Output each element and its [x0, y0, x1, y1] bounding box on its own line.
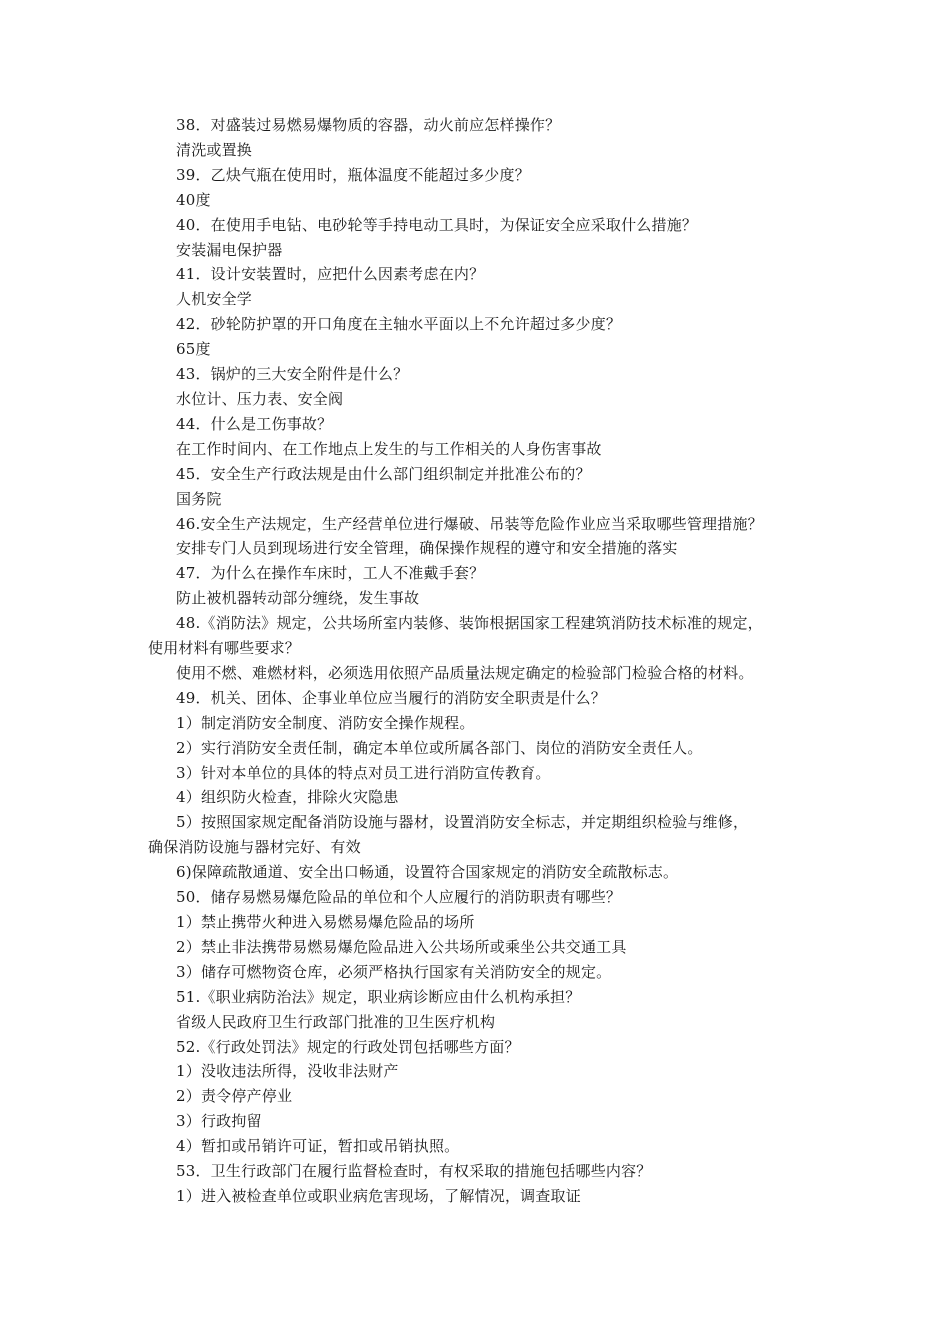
text-line: 1）禁止携带火种进入易燃易爆危险品的场所: [176, 913, 475, 931]
text-line: 省级人民政府卫生行政部门批准的卫生医疗机构: [176, 1012, 496, 1031]
text-line: 6)保障疏散通道、安全出口畅通，设置符合国家规定的消防安全疏散标志。: [176, 863, 679, 882]
text-line: 50．储存易燃易爆危险品的单位和个人应履行的消防职责有哪些？: [176, 888, 622, 907]
text-line: 39．乙炔气瓶在使用时，瓶体温度不能超过多少度？: [176, 165, 530, 184]
text-line: 清洗或置换: [176, 140, 253, 159]
text-line: 1）没收违法所得，没收非法财产: [176, 1062, 399, 1081]
text-line: 2）禁止非法携带易燃易爆危险品进入公共场所或乘坐公共交通工具: [176, 937, 627, 956]
text-line: 在工作时间内、在工作地点上发生的与工作相关的人身伤害事故: [176, 439, 602, 458]
text-line: 防止被机器转动部分缠绕，发生事故: [176, 589, 420, 608]
text-line: 确保消防设施与器材完好、有效: [148, 838, 361, 857]
text-line: 5）按照国家规定配备消防设施与器材，设置消防安全标志，并定期组织检验与维修，: [176, 813, 749, 832]
text-line: 2）实行消防安全责任制，确定本单位或所属各部门、岗位的消防安全责任人。: [176, 738, 703, 757]
text-line: 水位计、压力表、安全阀: [176, 389, 344, 408]
text-line: 4）组织防火检查，排除火灾隐患: [176, 788, 399, 807]
text-line: 40度: [176, 190, 211, 209]
text-line: 3）储存可燃物资仓库，必须严格执行国家有关消防安全的规定。: [176, 962, 612, 981]
text-line: 46.安全生产法规定，生产经营单位进行爆破、吊装等危险作业应当采取哪些管理措施？: [176, 514, 763, 533]
text-line: 3）行政拘留: [176, 1112, 262, 1131]
text-line: 43．锅炉的三大安全附件是什么？: [176, 365, 409, 384]
text-line: 国务院: [176, 489, 222, 508]
text-line: 安装漏电保护器: [176, 240, 283, 259]
text-line: 38．对盛装过易燃易爆物质的容器，动火前应怎样操作？: [176, 116, 561, 134]
text-line: 4）暂扣或吊销许可证，暂扣或吊销执照。: [176, 1137, 460, 1156]
text-line: 52.《行政处罚法》规定的行政处罚包括哪些方面？: [176, 1037, 520, 1056]
text-line: 42．砂轮防护罩的开口角度在主轴水平面以上不允许超过多少度？: [176, 315, 622, 334]
text-line: 人机安全学: [176, 290, 253, 309]
text-line: 53．卫生行政部门在履行监督检查时，有权采取的措施包括哪些内容？: [176, 1162, 652, 1181]
text-line: 47．为什么在操作车床时，工人不准戴手套？: [176, 564, 485, 583]
text-line: 40．在使用手电钻、电砂轮等手持电动工具时，为保证安全应采取什么措施？: [176, 215, 698, 234]
text-line: 1）进入被检查单位或职业病危害现场，了解情况，调查取证: [176, 1186, 581, 1205]
text-line: 2）责令停产停业: [176, 1087, 293, 1106]
text-line: 1）制定消防安全制度、消防安全操作规程。: [176, 713, 475, 732]
document-body: [148, 113, 818, 1209]
text-line: 44．什么是工伤事故？: [176, 414, 333, 433]
text-line: 65度: [176, 340, 211, 359]
text-line: 51.《职业病防治法》规定，职业病诊断应由什么机构承担？: [176, 987, 581, 1006]
text-line: 使用不燃、难燃材料，必须选用依照产品质量法规定确定的检验部门检验合格的材料。: [176, 663, 754, 682]
text-line: 49．机关、团体、企事业单位应当履行的消防安全职责是什么？: [176, 688, 606, 707]
text-line: 安排专门人员到现场进行安全管理，确保操作规程的遵守和安全措施的落实: [176, 539, 678, 558]
text-line: 使用材料有哪些要求？: [148, 639, 301, 658]
text-line: 48.《消防法》规定，公共场所室内装修、装饰根据国家工程建筑消防技术标准的规定，: [176, 614, 763, 633]
text-line: 45．安全生产行政法规是由什么部门组织制定并批准公布的？: [176, 464, 591, 483]
text-line: 41．设计安装置时，应把什么因素考虑在内？: [176, 265, 485, 284]
text-line: 3）针对本单位的具体的特点对员工进行消防宣传教育。: [176, 763, 551, 782]
